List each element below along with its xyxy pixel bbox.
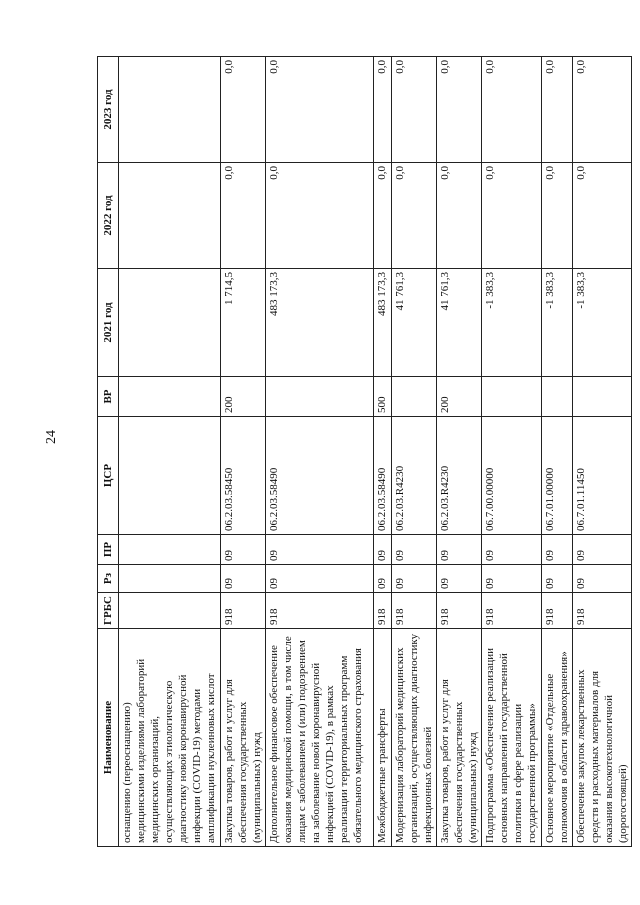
table-cell: 483 173,3	[373, 269, 391, 377]
table-cell: 200	[437, 377, 482, 417]
table-cell: 09	[391, 565, 436, 593]
table-cell: -1 383,3	[572, 269, 631, 377]
table-cell: 06.7.01.00000	[541, 417, 572, 535]
table-cell	[541, 377, 572, 417]
table-cell	[391, 377, 436, 417]
table-row	[220, 57, 265, 847]
table-cell: 0,0	[482, 57, 541, 163]
table-row	[541, 57, 572, 847]
column-header: ГРБС	[98, 593, 119, 629]
table-header-row	[98, 57, 119, 847]
table-cell	[572, 377, 631, 417]
table-row	[572, 57, 631, 847]
table-cell: 06.7.01.11450	[572, 417, 631, 535]
table-row	[482, 57, 541, 847]
table-cell: 06.2.03.R4230	[437, 417, 482, 535]
row-name-cell: Основное мероприятие «Отдельные полномочия в области здравоохранения»	[541, 629, 572, 847]
table-cell: 0,0	[391, 163, 436, 269]
table-cell: 06.2.03.R4230	[391, 417, 436, 535]
table-cell	[265, 377, 373, 417]
table-row	[119, 57, 221, 847]
column-header: ПР	[98, 535, 119, 565]
table-cell: 0,0	[572, 57, 631, 163]
table-cell: 0,0	[220, 57, 265, 163]
table-cell: 09	[572, 535, 631, 565]
table-cell: 0,0	[220, 163, 265, 269]
table-cell: 09	[541, 535, 572, 565]
table-cell: 0,0	[437, 163, 482, 269]
table-cell: 0,0	[265, 57, 373, 163]
table-cell	[119, 377, 221, 417]
table-cell: -1 383,3	[541, 269, 572, 377]
table-cell: 918	[220, 593, 265, 629]
table-cell: 918	[437, 593, 482, 629]
table-cell: 06.2.03.58490	[265, 417, 373, 535]
row-name-cell: Закупка товаров, работ и услуг для обеспечения государственных (муниципальных) нужд	[437, 629, 482, 847]
table-cell: 0,0	[572, 163, 631, 269]
rotated-page-content	[97, 57, 629, 847]
column-header: 2022 год	[98, 163, 119, 269]
table-cell: 0,0	[482, 163, 541, 269]
table-cell: 41 761,3	[391, 269, 436, 377]
table-cell: 0,0	[541, 57, 572, 163]
column-header: Наименование	[98, 629, 119, 847]
table-cell: -1 383,3	[482, 269, 541, 377]
table-cell: 09	[220, 565, 265, 593]
table-cell: 0,0	[541, 163, 572, 269]
row-name-cell: Межбюджетные трансферты	[373, 629, 391, 847]
table-cell	[482, 377, 541, 417]
table-cell: 918	[482, 593, 541, 629]
table-cell: 200	[220, 377, 265, 417]
table-cell: 06.2.03.58490	[373, 417, 391, 535]
table-cell: 09	[541, 565, 572, 593]
page-number: 24	[44, 430, 59, 444]
table-cell: 918	[265, 593, 373, 629]
table-cell	[119, 57, 221, 163]
table-cell: 09	[220, 535, 265, 565]
table-cell: 500	[373, 377, 391, 417]
table-cell: 09	[373, 535, 391, 565]
table-cell: 09	[265, 535, 373, 565]
table-cell	[119, 565, 221, 593]
table-cell: 09	[373, 565, 391, 593]
table-cell: 09	[391, 535, 436, 565]
table-cell	[119, 269, 221, 377]
table-cell: 06.2.03.58450	[220, 417, 265, 535]
column-header: 2021 год	[98, 269, 119, 377]
budget-table	[97, 56, 632, 847]
column-header: 2023 год	[98, 57, 119, 163]
table-row	[391, 57, 436, 847]
table-cell: 09	[437, 535, 482, 565]
table-cell: 918	[391, 593, 436, 629]
table-cell: 483 173,3	[265, 269, 373, 377]
table-cell: 0,0	[373, 163, 391, 269]
table-cell: 06.7.00.00000	[482, 417, 541, 535]
row-name-cell: Подпрограмма «Обеспечение реализации основных направлений государственной политики в сфере реализации государственной программы»	[482, 629, 541, 847]
table-cell: 09	[482, 535, 541, 565]
row-name-cell: Обеспечение закупок лекарственных средств и расходных материалов для оказания высокотехнологичной (дорогостоящей)	[572, 629, 631, 847]
column-header: ВР	[98, 377, 119, 417]
table-row	[373, 57, 391, 847]
column-header: Рз	[98, 565, 119, 593]
table-cell: 41 761,3	[437, 269, 482, 377]
table-cell: 0,0	[437, 57, 482, 163]
row-name-cell: оснащению (переоснащению) медицинскими изделиями лабораторий медицинских организаций, осуществляющих этиологическую диагностику новой коронавирусной инфекции (COVID-19) методами амплификации нуклеиновых кислот	[119, 629, 221, 847]
table-cell: 1 714,5	[220, 269, 265, 377]
table-cell: 918	[541, 593, 572, 629]
table-cell: 09	[572, 565, 631, 593]
table-cell: 09	[482, 565, 541, 593]
row-name-cell: Закупка товаров, работ и услуг для обеспечения государственных (муниципальных) нужд	[220, 629, 265, 847]
row-name-cell: Модернизация лабораторий медицинских организаций, осуществляющих диагностику инфекционных болезней	[391, 629, 436, 847]
table-cell	[119, 417, 221, 535]
table-cell	[119, 593, 221, 629]
table-cell: 918	[373, 593, 391, 629]
table-cell: 918	[572, 593, 631, 629]
column-header: ЦСР	[98, 417, 119, 535]
table-cell	[119, 163, 221, 269]
table-row	[437, 57, 482, 847]
table-cell	[119, 535, 221, 565]
table-cell: 0,0	[373, 57, 391, 163]
table-row	[265, 57, 373, 847]
table-cell: 0,0	[265, 163, 373, 269]
row-name-cell: Дополнительное финансовое обеспечение оказания медицинской помощи, в том числе лицам с заболеванием и (или) подозрением на заболевание новой коронавирусной инфекцией (COVID-19), в рамках реализации территориальных программ обязательного медицинского страхования	[265, 629, 373, 847]
table-cell: 09	[265, 565, 373, 593]
table-cell: 09	[437, 565, 482, 593]
table-cell: 0,0	[391, 57, 436, 163]
